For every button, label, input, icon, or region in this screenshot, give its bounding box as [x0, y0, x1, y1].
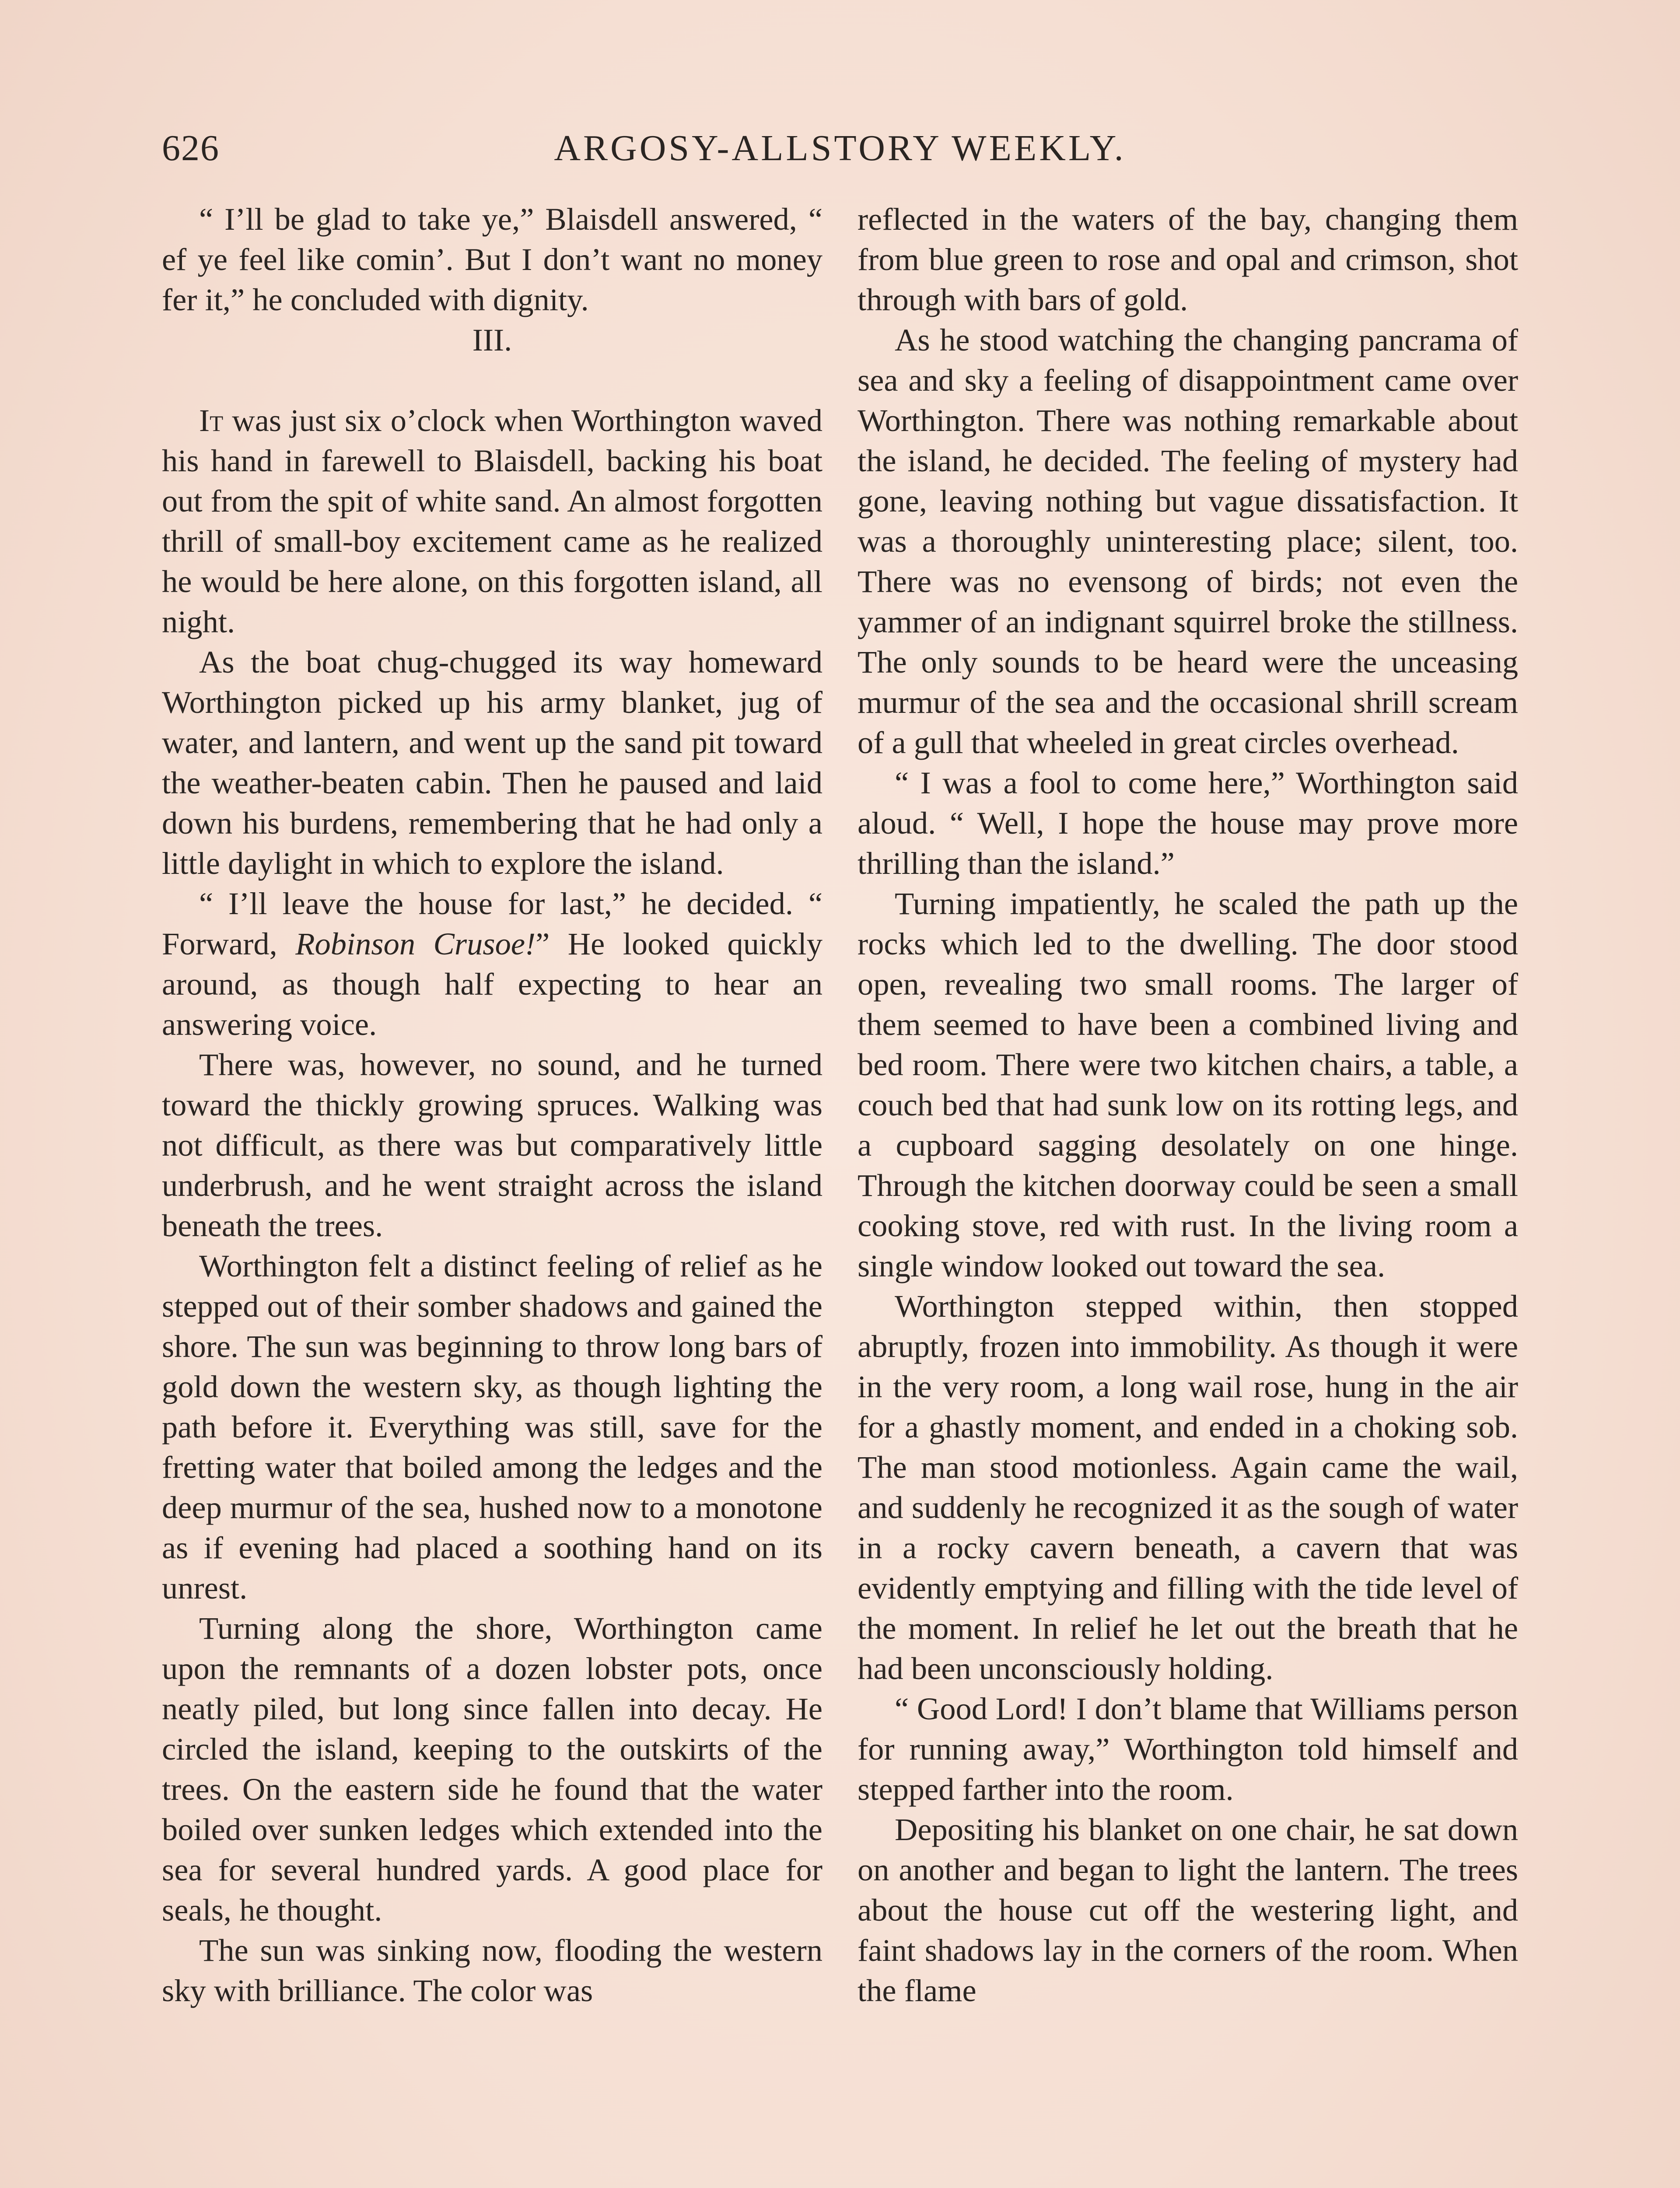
paragraph-text: “ I’ll leave the house for last,” he decided. “ Forward,: [162, 886, 822, 961]
paragraph: “ I’ll be glad to take ye,” Blaisdell answered, “ ef ye feel like comin’. But I don’t want no money fer it,” he concluded with dignity.: [162, 201, 822, 317]
right-column: [858, 199, 1518, 2011]
paragraph: Turning impatiently, he scaled the path up the rocks which led to the dwelling. The door stood open, revealing two small rooms. The larger of them seemed to have been a combined living and bed room. There were two kitchen chairs, a table, a couch bed that had sunk low on its rotting legs, and a cupboard sagging desolately on one hinge. Through the kitchen doorway could be seen a small cooking stove, red with rust. In the living room a single window looked out toward the sea.: [858, 886, 1518, 1283]
paragraph-text: was just six o’clock when Worthington waved his hand in farewell to Blaisdell, backing his boat out from the spit of white sand. An almost forgotten thrill of small-boy excitement came as he realized he would be here alone, on this forgotten island, all night.: [162, 403, 822, 639]
paragraph: As he stood watching the changing pancrama of sea and sky a feeling of disappointment came over Worthington. There was nothing remarkable about the island, he decided. The feeling of mystery had gone, leaving nothing but vague dissatisfaction. It was a thoroughly uninteresting place; silent, too. There was no evensong of birds; not even the yammer of an indignant squirrel broke the stillness. The only sounds to be heard were the unceasing murmur of the sea and the occasional shrill scream of a gull that wheeled in great circles overhead.: [858, 322, 1518, 760]
paragraph: Depositing his blanket on one chair, he sat down on another and began to light the lantern. The trees about the house cut off the westering light, and faint shadows lay in the corners of the room. When the flame: [858, 1812, 1518, 2008]
page-header: [162, 127, 1518, 179]
paragraph: Worthington stepped within, then stopped abruptly, frozen into immobility. As though it were in the very room, a long wail rose, hung in the air for a ghastly moment, and ended in a choking sob. The man stood motionless. Again came the wail, and suddenly he recognized it as the sough of water in a rocky cavern beneath, a cavern that was evidently emptying and filling with the tide level of the moment. In relief he let out the breath that he had been unconsciously holding.: [858, 1288, 1518, 1686]
paragraph: There was, however, no sound, and he turned toward the thickly growing spruces. Walking was not difficult, as there was but comparatively little underbrush, and he went straight across the island beneath the trees.: [162, 1047, 822, 1243]
section-number: III.: [472, 322, 512, 358]
running-title: ARGOSY-ALLSTORY WEEKLY.: [554, 128, 1126, 168]
drop-word: It: [199, 403, 224, 438]
paragraph: [162, 884, 822, 1045]
left-column: [162, 199, 822, 2011]
paragraph: “ I was a fool to come here,” Worthington said aloud. “ Well, I hope the house may prove more thrilling than the island.”: [858, 765, 1518, 881]
paragraph: [162, 400, 822, 642]
paragraph: The sun was sinking now, flooding the western sky with brilliance. The color was: [162, 1932, 822, 2008]
paragraph: Worthington felt a distinct feeling of relief as he stepped out of their somber shadows and gained the shore. The sun was beginning to throw long bars of gold down the western sky, as though lighting the path before it. Everything was still, save for the fretting water that boiled among the ledges and the deep murmur of the sea, hushed now to a monotone as if evening had placed a soothing hand on its unrest.: [162, 1248, 822, 1606]
italic-title: Robinson Crusoe!: [295, 926, 536, 961]
page-number: 626: [162, 128, 220, 168]
paragraph: Turning along the shore, Worthington came upon the remnants of a dozen lobster pots, once neatly piled, but long since fallen into decay. He circled the island, keeping to the outskirts of the trees. On the eastern side he found that the water boiled over sunken ledges which extended into the sea for several hundred yards. A good place for seals, he thought.: [162, 1610, 822, 1928]
paragraph: “ Good Lord! I don’t blame that Williams person for running away,” Worthington told himself and stepped farther into the room.: [858, 1691, 1518, 1807]
paragraph-text: ” He looked quickly around, as though half expecting to hear an answering voice.: [162, 926, 822, 1042]
paragraph: As the boat chug-chugged its way homeward Worthington picked up his army blanket, jug of water, and lantern, and went up the sand pit toward the weather-beaten cabin. Then he paused and laid down his burdens, remembering that he had only a little daylight in which to explore the island.: [162, 644, 822, 881]
paragraph: reflected in the waters of the bay, changing them from blue green to rose and opal and crimson, shot through with bars of gold.: [858, 201, 1518, 317]
